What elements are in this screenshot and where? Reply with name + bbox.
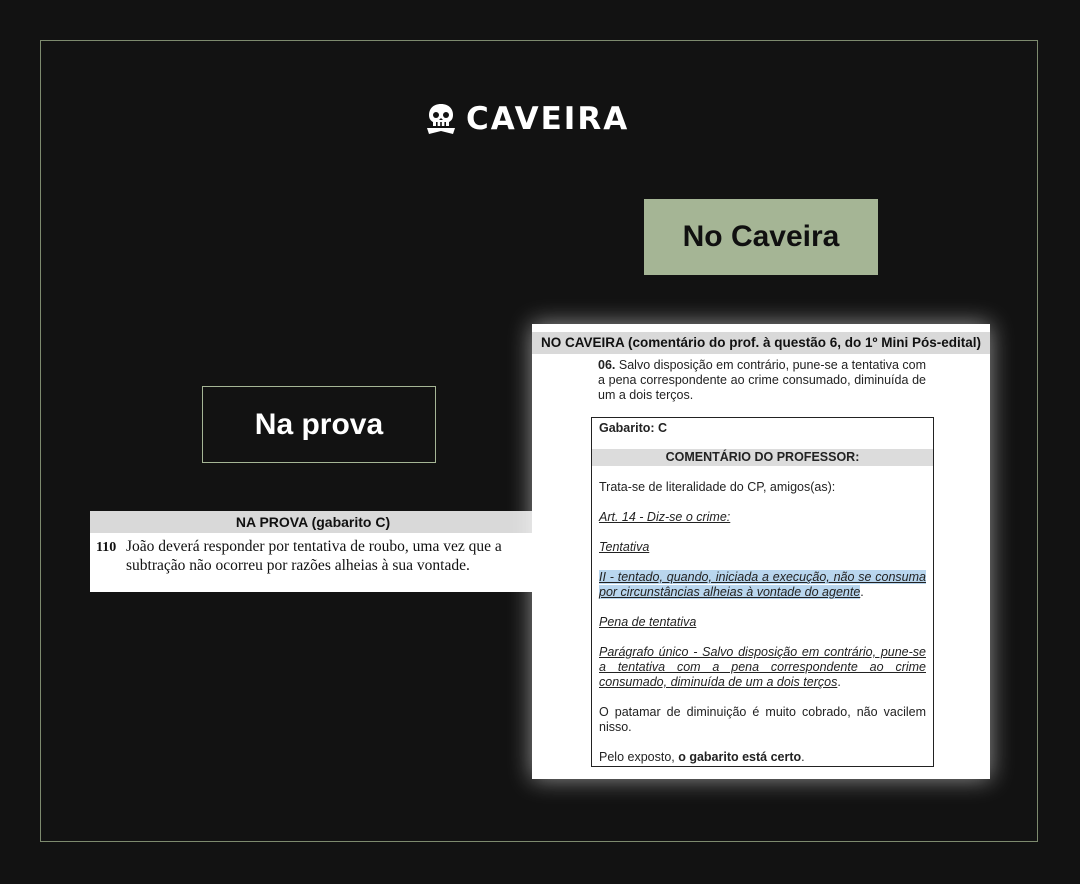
comment-intro: Trata-se de literalidade do CP, amigos(as): [599,480,836,494]
prova-question [90,533,536,575]
conclusion-end: . [801,750,805,764]
question-6 [598,358,926,403]
paragrafo-unico-end: . [837,675,841,689]
comment-header: COMENTÁRIO DO PROFESSOR: [592,449,933,466]
paragrafo-unico-text: Parágrafo único - Salvo disposição em contrário, pune-se a tentativa com a pena correspondente ao crime consumado, diminuída de um a dois terços [599,645,926,689]
question-number: 110 [96,540,117,555]
question-6-number: 06. [598,358,616,372]
brand-logo [424,100,629,138]
inciso-ii-text: II - tentado, quando, iniciada a execução, não se consuma por circunstâncias alheias à vontade do agente [599,570,926,599]
prova-header: NA PROVA (gabarito C) [90,511,536,533]
prova-document [90,511,536,592]
na-prova-badge: Na prova [202,386,436,463]
tentativa-title: Tentativa [599,540,650,554]
skull-icon [424,102,458,136]
gabarito-label: Gabarito: C [599,421,668,435]
caveira-document [532,324,990,779]
brand-name: CAVEIRA [466,101,630,137]
prova-line-1: João deverá responder por tentativa de roubo, uma vez que a [126,538,502,555]
art-14-title: Art. 14 - Diz-se o crime: [599,510,731,524]
conclusion-bold: o gabarito está certo [678,750,802,764]
no-caveira-badge: No Caveira [644,199,878,275]
caveira-header: NO CAVEIRA (comentário do prof. à questão 6, do 1º Mini Pós-edital) [532,332,990,354]
inciso-ii [599,570,926,600]
pena-tentativa-title: Pena de tentativa [599,615,697,629]
question-6-text: Salvo disposição em contrário, pune-se a tentativa com a pena correspondente ao crime consumado, diminuída de um a dois terços. [598,358,926,402]
patamar-note: O patamar de diminuição é muito cobrado, não vacilem nisso. [599,705,926,734]
answer-box [591,417,934,767]
conclusion [599,750,926,765]
conclusion-prefix: Pelo exposto, [599,750,679,764]
inciso-ii-end: . [860,585,864,599]
paragrafo-unico [599,645,926,690]
prova-line-2: subtração não ocorreu por razões alheias à sua vontade. [126,557,470,574]
